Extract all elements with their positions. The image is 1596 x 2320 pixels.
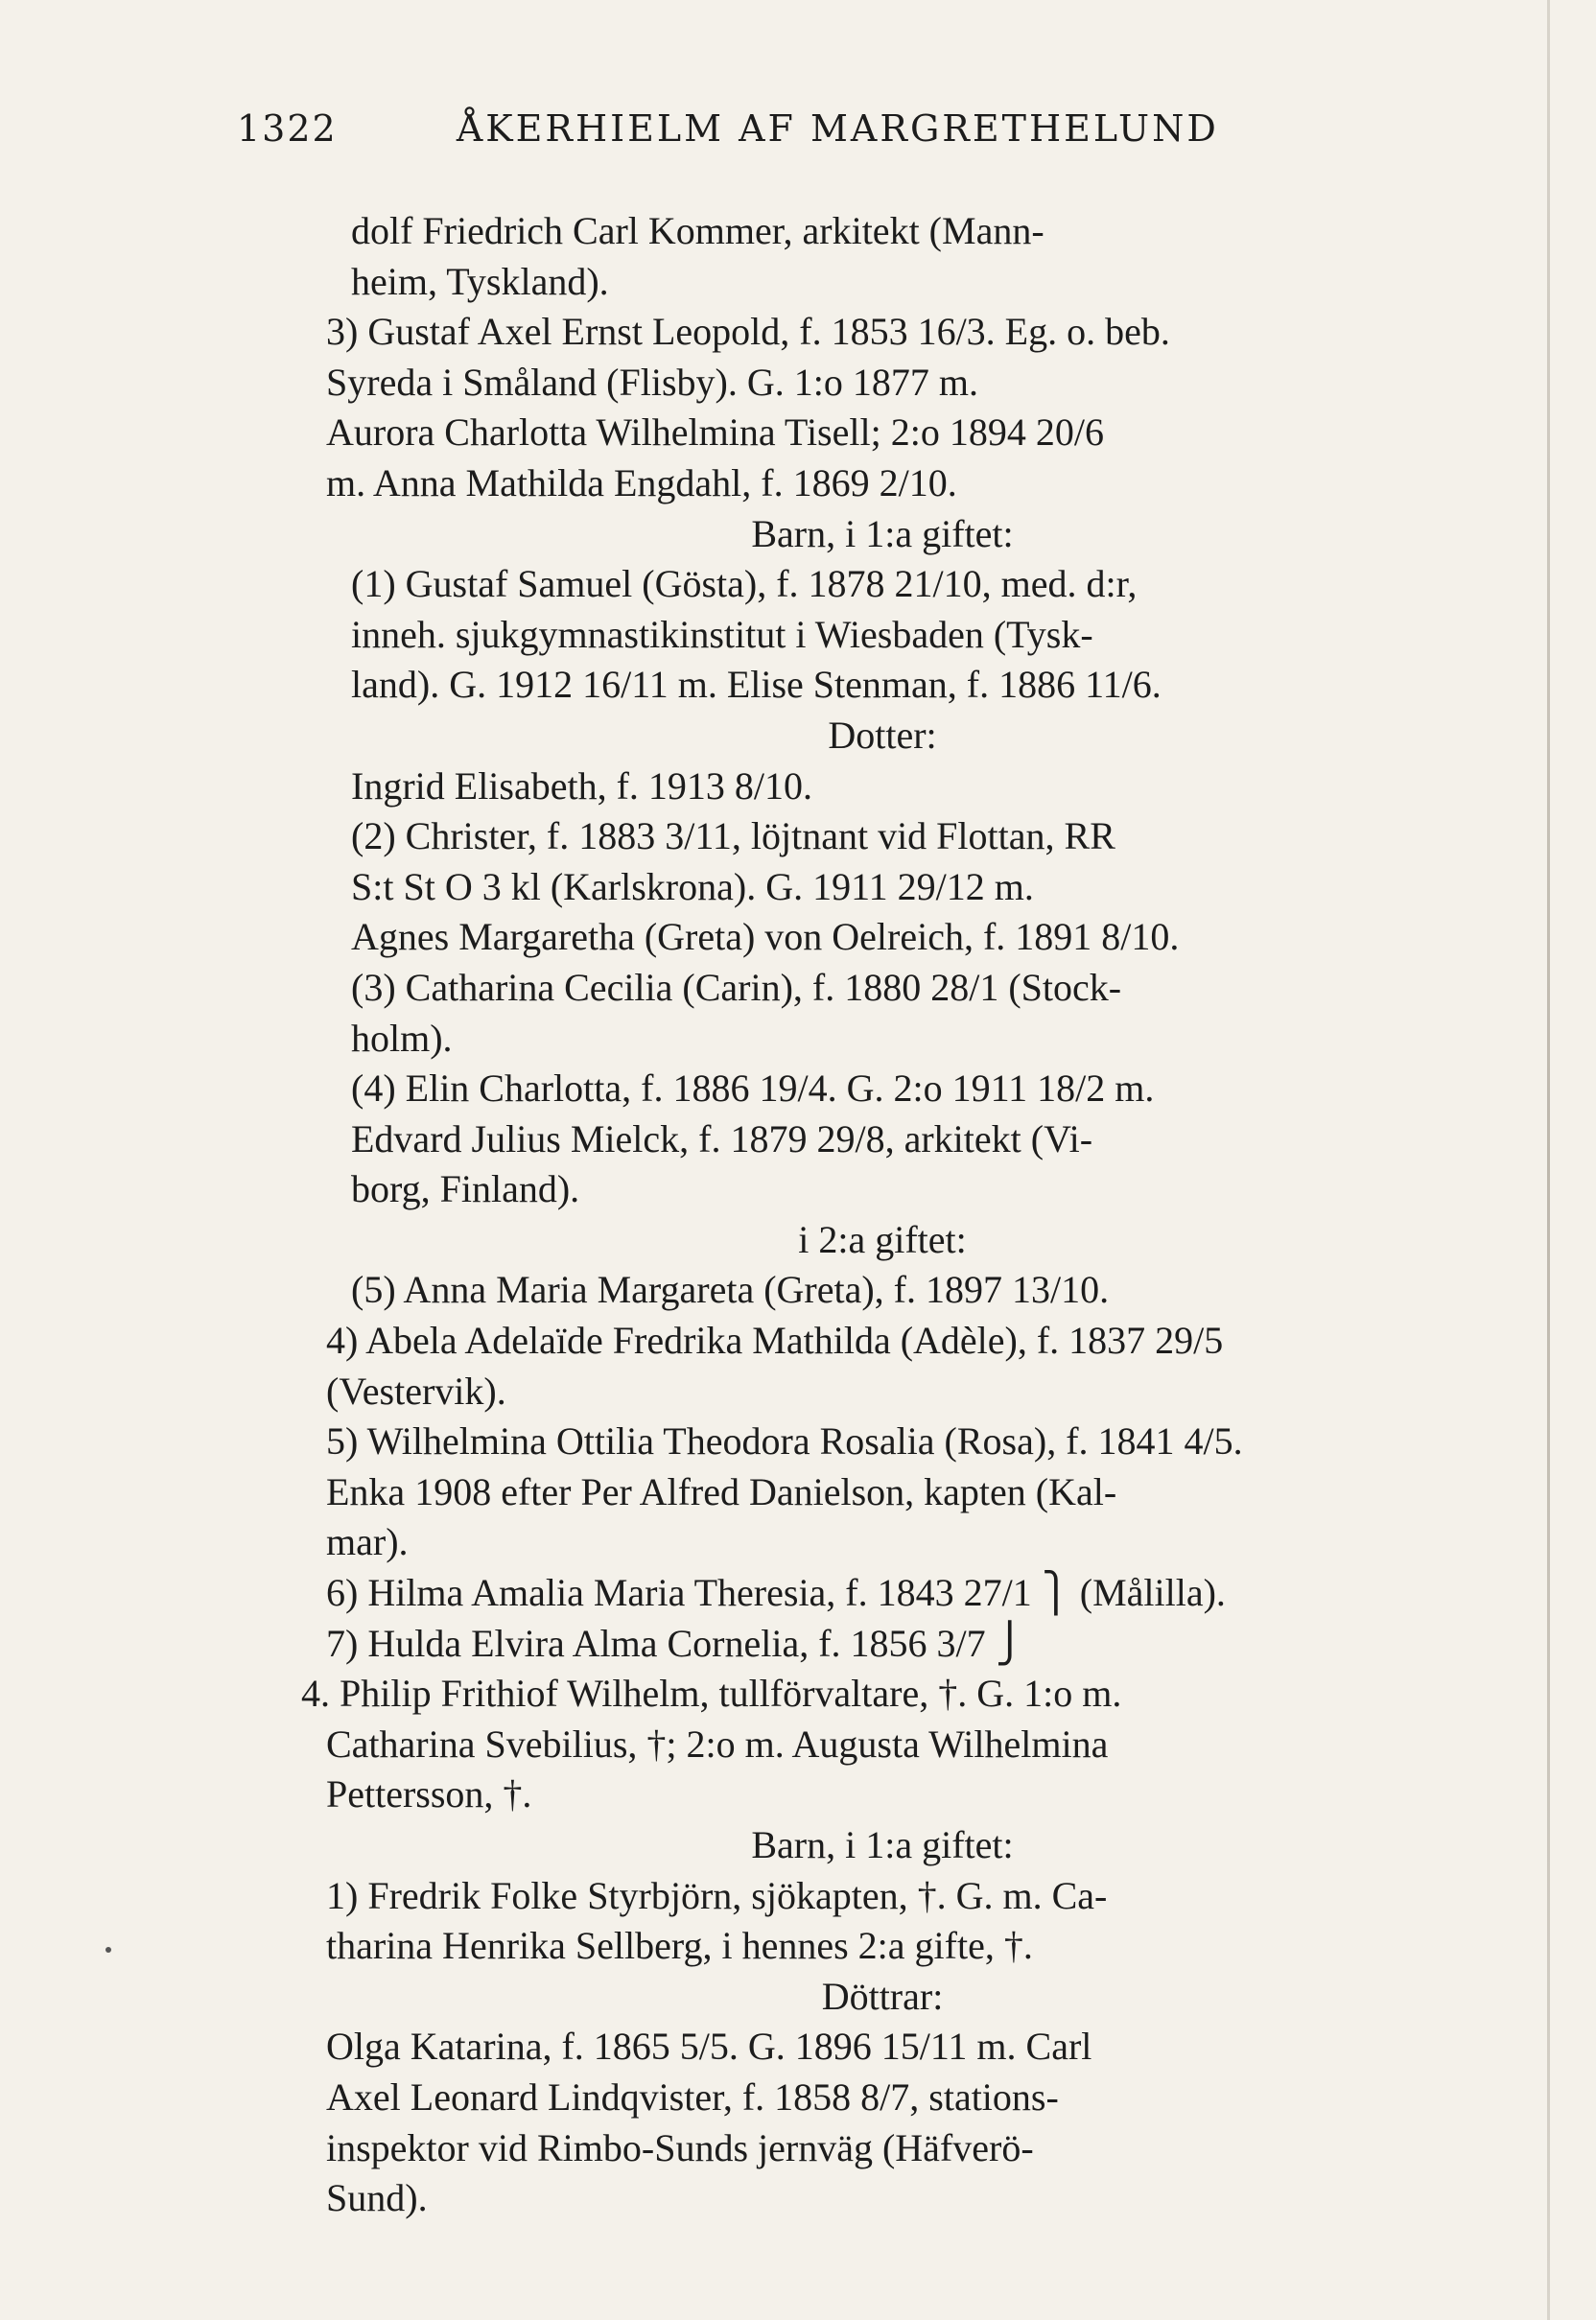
text-line: inneh. sjukgymnastikinstitut i Wiesbaden (Tysk- [351,612,1093,656]
text-line: 6) Hilma Amalia Maria Theresia, f. 1843 27/1 ⎫ (Målilla). [326,1571,1226,1615]
text-line: Sund). [326,2176,428,2220]
text-line: (1) Gustaf Samuel (Gösta), f. 1878 21/10, med. d:r, [351,562,1138,606]
text-line: heim, Tyskland). [351,259,609,303]
text-line: (3) Catharina Cecilia (Carin), f. 1880 28/1 (Stock- [351,965,1122,1009]
text-line: Syreda i Småland (Flisby). G. 1:o 1877 m. [326,360,978,404]
text-line: Axel Leonard Lindqvister, f. 1858 8/7, stations- [326,2074,1059,2119]
text-line: 4. Philip Frithiof Wilhelm, tullförvaltare, †. G. 1:o m. [301,1672,1122,1716]
scan-edge [1547,0,1550,2320]
text-line: (Vestervik). [326,1369,506,1413]
text-line: Enka 1908 efter Per Alfred Danielson, kapten (Kal- [326,1469,1117,1513]
text-line: Ingrid Elisabeth, f. 1913 8/10. [351,763,813,808]
text-line: Olga Katarina, f. 1865 5/5. G. 1896 15/11 m. Carl [326,2025,1092,2069]
text-line: m. Anna Mathilda Engdahl, f. 1869 2/10. [326,460,957,504]
text-line: 3) Gustaf Axel Ernst Leopold, f. 1853 16/3. Eg. o. beb. [326,310,1170,354]
section-heading: Barn, i 1:a giftet: [751,1823,1014,1866]
text-line: borg, Finland). [351,1167,580,1211]
text-line: holm). [351,1016,453,1060]
section-heading: i 2:a giftet: [798,1217,967,1261]
section-heading: Dotter: [828,713,937,757]
text-line: (2) Christer, f. 1883 3/11, löjtnant vid Flottan, RR [351,814,1115,858]
page-number: 1322 [237,107,338,150]
scan-speck [106,1947,111,1953]
genealogy-text [301,206,1439,2224]
text-line: Catharina Svebilius, †; 2:o m. Augusta Wilhelmina [326,1722,1109,1766]
text-line: Edvard Julius Mielck, f. 1879 29/8, arkitekt (Vi- [351,1116,1093,1160]
text-line: S:t St O 3 kl (Karlskrona). G. 1911 29/12 m. [351,864,1034,908]
text-line: 4) Abela Adelaïde Fredrika Mathilda (Adèle), f. 1837 29/5 [326,1319,1224,1363]
text-line: (5) Anna Maria Margareta (Greta), f. 1897 13/10. [351,1268,1110,1312]
text-line: 5) Wilhelmina Ottilia Theodora Rosalia (Rosa), f. 1841 4/5. [326,1419,1243,1464]
text-line: mar). [326,1520,409,1564]
text-line: 7) Hulda Elvira Alma Cornelia, f. 1856 3/7 ⎭ [326,1621,1024,1665]
text-line: Pettersson, †. [326,1772,532,1816]
text-line: Agnes Margaretha (Greta) von Oelreich, f. 1891 8/10. [351,915,1180,959]
page-header [237,107,1484,150]
section-heading: Döttrar: [821,1974,944,2018]
text-line: tharina Henrika Sellberg, i hennes 2:a gifte, †. [326,1924,1033,1968]
text-line: Aurora Charlotta Wilhelmina Tisell; 2:o 1894 20/6 [326,410,1104,455]
running-title: ÅKERHIELM AF MARGRETHELUND [456,107,1219,150]
text-line: land). G. 1912 16/11 m. Elise Stenman, f. 1886 11/6. [351,663,1162,707]
text-line: dolf Friedrich Carl Kommer, arkitekt (Mann- [351,209,1044,252]
text-line: (4) Elin Charlotta, f. 1886 19/4. G. 2:o 1911 18/2 m. [351,1066,1155,1111]
text-line: 1) Fredrik Folke Styrbjörn, sjökapten, †. G. m. Ca- [326,1873,1108,1917]
text-line: inspektor vid Rimbo-Sunds jernväg (Häfverö- [326,2125,1034,2169]
section-heading: Barn, i 1:a giftet: [751,511,1014,555]
